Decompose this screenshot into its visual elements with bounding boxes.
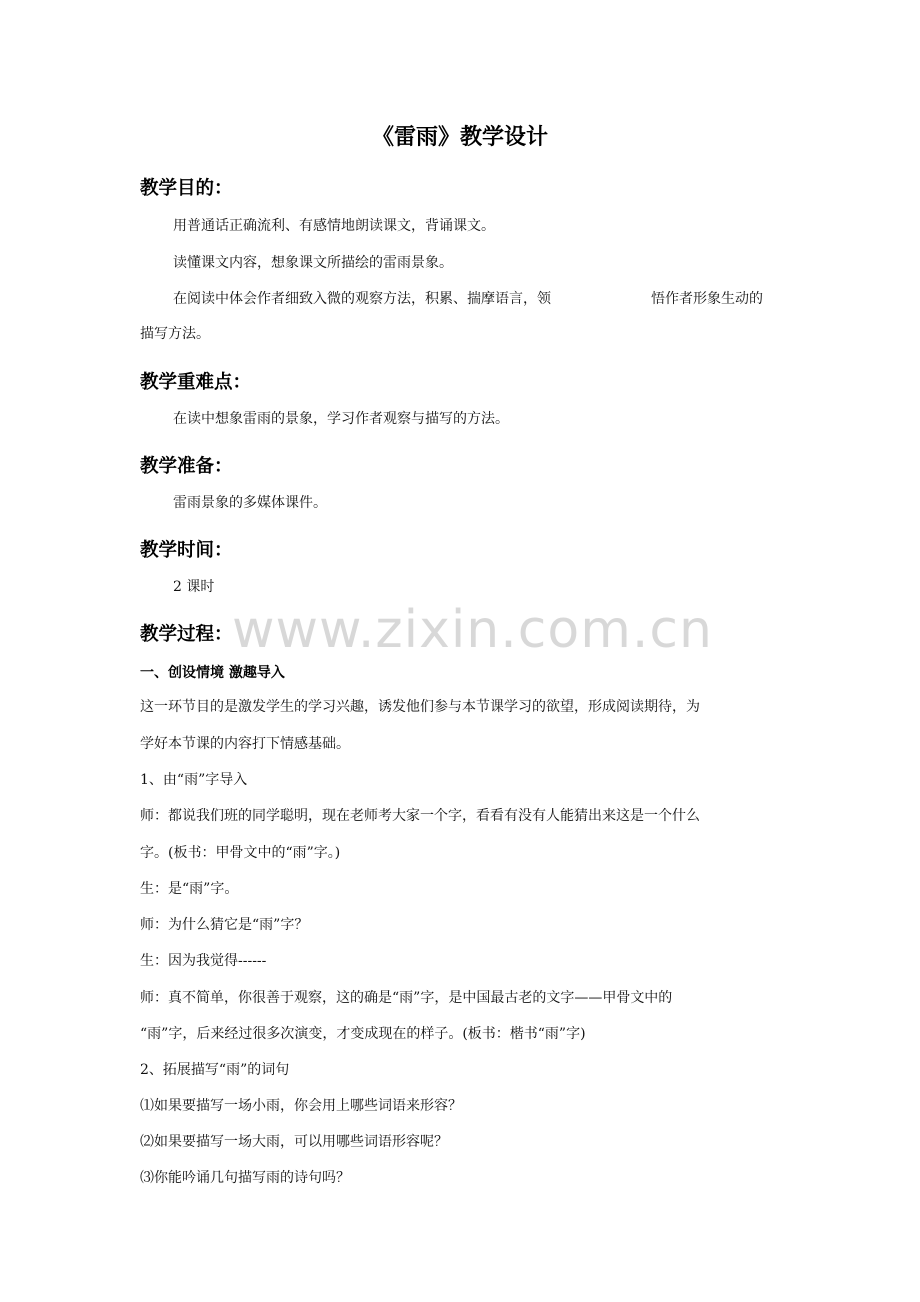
heading-time: 教学时间： [140,540,233,561]
process-line-2: 学好本节课的内容打下情感基础。 [140,736,350,752]
preparation-1: 雷雨景象的多媒体课件。 [173,495,327,511]
watermark: www.zixin.com.cn [232,600,713,660]
process-line-8: 生：因为我觉得------ [140,953,267,969]
process-line-10: “雨”字，后来经过很多次演变，才变成现在的样子。(板书：楷书“雨”字) [140,1026,586,1042]
process-line-3: 1、由“雨”字导入 [140,772,248,788]
objective-3-part-b: 悟作者形象生动的 [651,291,763,307]
document-title: 《雷雨》教学设计 [371,125,548,150]
process-line-12: ⑴如果要描写一场小雨，你会用上哪些词语来形容？ [140,1098,462,1114]
process-line-1: 这一环节目的是激发学生的学习兴趣，诱发他们参与本节课学习的欲望，形成阅读期待，为 [140,699,700,715]
keypoint-1: 在读中想象雷雨的景象，学习作者观察与描写的方法。 [173,411,509,427]
heading-objectives: 教学目的： [140,178,233,199]
objective-1: 用普通话正确流利、有感情地朗读课文，背诵课文。 [173,218,495,234]
process-line-11: 2、拓展描写“雨”的词句 [140,1062,290,1078]
objective-2: 读懂课文内容，想象课文所描绘的雷雨景象。 [173,255,453,271]
heading-keypoints: 教学重难点： [140,372,252,393]
process-line-14: ⑶你能吟诵几句描写雨的诗句吗？ [140,1170,350,1186]
process-line-7: 师：为什么猜它是“雨”字？ [140,917,309,933]
process-line-13: ⑵如果要描写一场大雨，可以用哪些词语形容呢？ [140,1134,448,1150]
time-1: 2 课时 [173,579,215,595]
process-line-4: 师：都说我们班的同学聪明，现在老师考大家一个字，看看有没有人能猜出来这是一个什么 [140,808,700,824]
process-line-9: 师：真不简单，你很善于观察，这的确是“雨”字，是中国最古老的文字——甲骨文中的 [140,990,673,1006]
objective-3-part-a: 在阅读中体会作者细致入微的观察方法，积累、揣摩语言，领 [173,291,551,307]
heading-preparation: 教学准备： [140,456,233,477]
heading-process: 教学过程： [140,624,233,645]
process-line-5: 字。(板书：甲骨文中的“雨”字。) [140,845,341,861]
process-line-6: 生：是“雨”字。 [140,881,239,897]
objective-3-part-c: 描写方法。 [140,326,210,342]
step-1-title: 一、创设情境 激趣导入 [140,665,285,681]
